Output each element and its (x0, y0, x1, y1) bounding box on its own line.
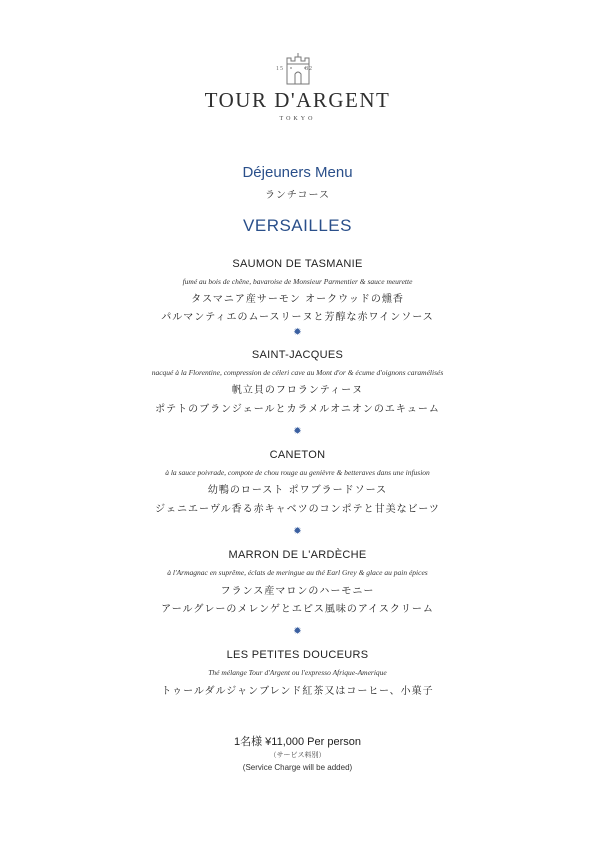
menu-title: Déjeuners Menu (242, 164, 353, 181)
price-per-person: 1名様 ¥11,000 Per person (234, 736, 361, 748)
dish-description-jp: ジェニエーヴル香る赤キャベツのコンポテと甘美なビーツ (155, 504, 440, 515)
dish-description-fr: à la sauce poivrade, compote de chou rouge au genièvre & betteraves dans une infusion (165, 468, 430, 477)
star-separator-icon: ✹ (293, 526, 302, 537)
dish-description-fr: nacqué à la Florentine, compression de céleri cave au Mont d'or & écume d'oignons caramélisés (151, 368, 444, 377)
service-charge-jp: （サービス料別） (269, 751, 326, 759)
dish-description-fr: à l'Armagnac en suprême, éclats de meringue au thé Earl Grey & glace au pain épices (167, 568, 428, 577)
dish-description-jp: 帆立貝のフロランティーヌ (231, 385, 364, 396)
star-separator-icon: ✹ (293, 626, 302, 637)
dish-name: MARRON DE L'ARDÈCHE (228, 549, 367, 561)
dish-description-jp: タスマニア産サーモン オークウッドの燻香 (191, 294, 404, 305)
menu-title-jp: ランチコース (264, 190, 331, 201)
year-right: 82 (305, 66, 313, 72)
dish-description-jp: アールグレーのメレンゲとエピス風味のアイスクリーム (161, 604, 434, 615)
dish-description-jp: 幼鴨のロースト ポワブラードソース (207, 485, 388, 496)
brand-name: TOUR D'ARGENT (204, 88, 391, 112)
dish-description-jp: トゥールダルジャンブレンド紅茶又はコーヒー、小菓子 (161, 686, 434, 697)
dish-description-jp: パルマンティエのムースリーヌと芳醇な赤ワインソース (161, 312, 434, 323)
star-separator-icon: ✹ (293, 327, 302, 338)
course-name: VERSAILLES (243, 216, 352, 235)
dish-description-jp: フランス産マロンのハーモニー (220, 586, 375, 597)
star-separator-icon: ✹ (293, 426, 302, 437)
dish-name: SAINT-JACQUES (251, 349, 344, 361)
year-left: 15 (276, 66, 284, 72)
dish-description-jp: ポテトのブランジェールとカラメルオニオンのエキューム (155, 404, 440, 415)
brand-city: TOKYO (279, 116, 316, 122)
dish-name: SAUMON DE TASMANIE (232, 258, 363, 270)
dish-name: CANETON (269, 449, 326, 461)
dish-description-fr: Thé mélange Tour d'Argent ou l'expresso Afrique-Amerique (208, 668, 387, 677)
service-charge-note: (Service Charge will be added) (242, 763, 353, 772)
dish-description-fr: fumé au bois de chêne, bavaroise de Monsieur Parmentier & sauce meurette (182, 277, 413, 286)
dish-name: LES PETITES DOUCEURS (226, 649, 369, 661)
